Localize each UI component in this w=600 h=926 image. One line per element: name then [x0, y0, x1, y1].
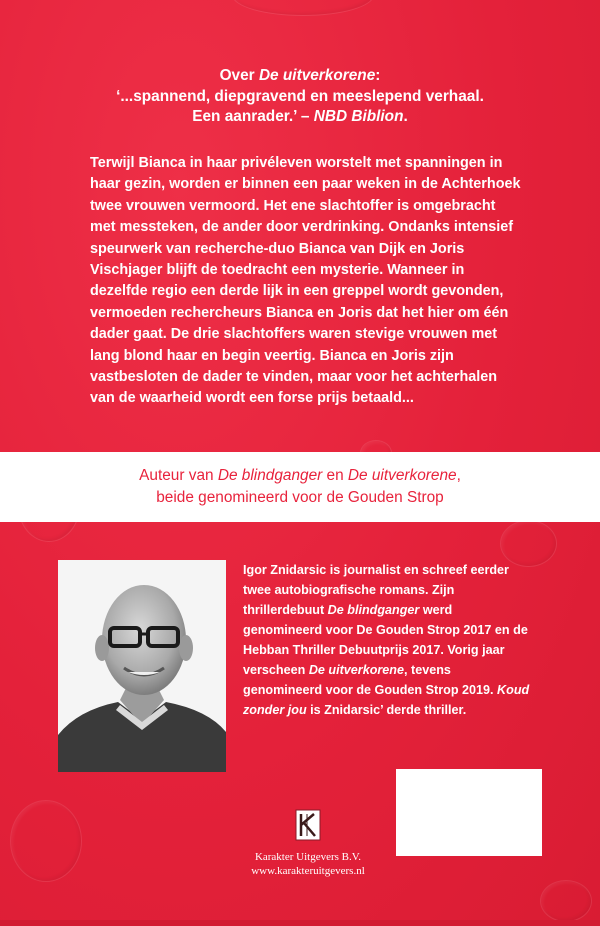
- band-title-2: De uitverkorene: [347, 467, 457, 484]
- bio-title-2: De uitverkorene: [308, 663, 405, 677]
- author-award-band: [0, 452, 600, 522]
- quote-colon: :: [375, 67, 381, 84]
- blurb-text: Terwijl Bianca in haar privéleven worstelt met spanningen in haar gezin, worden er binnen een paar weken in de Achterhoek twee vrouwen vermoord. Het ene slachtoffer is omgebracht met messteken, de ander door verdrinking. Ondanks intensief speurwerk van recherche-duo Bianca van Dijk en Joris Vischjager blijft de toedracht een mysterie. Wanneer in dezelfde regio een derde lijk in een greppel wordt gevonden, vermoeden rechercheurs Bianca en Joris dat het hier om één dader gaat. De drie slachtoffers waren stevige vrouwen met lang blond haar en begin veertig. Bianca en Joris zijn vastbesloten de dader te vinden, maar voor het achterhalen van de waarheid wordt een forse prijs betaald...: [90, 155, 521, 407]
- author-photo: [58, 560, 226, 772]
- bio-text-4: is Znidarsic’ derde thriller.: [306, 703, 467, 717]
- author-bio: [243, 560, 533, 720]
- karakter-k-logo-icon: [292, 809, 324, 841]
- band-mid: en: [322, 467, 348, 484]
- quote-period: .: [403, 108, 408, 125]
- band-line-2: beide genomineerd voor de Gouden Strop: [156, 488, 444, 506]
- quote-book-title: De uitverkorene: [258, 67, 376, 84]
- band-suffix: ,: [456, 467, 461, 484]
- book-blurb: [90, 153, 522, 410]
- water-drop-decoration: [10, 800, 82, 882]
- publisher-url: www.karakteruitgevers.nl: [251, 865, 365, 877]
- review-quote: [0, 66, 600, 128]
- bottom-edge: [0, 920, 600, 926]
- quote-line-3: [0, 107, 600, 128]
- band-line-1: [0, 465, 600, 487]
- barcode-area: [396, 769, 542, 856]
- quote-line-1: [0, 66, 600, 87]
- bio-title-3: Koud zonder jou: [243, 683, 530, 717]
- bio-text-1: Igor Znidarsic is journalist en schreef eerder twee autobiografische romans. Zijn thrillerdebuut: [243, 563, 509, 617]
- quote-text-end: Een aanrader.’ –: [192, 108, 314, 125]
- band-title-1: De blindganger: [217, 467, 323, 484]
- publisher-name: Karakter Uitgevers B.V.: [254, 851, 362, 863]
- quote-source: NBD Biblion: [313, 108, 404, 125]
- bio-text-2: werd genomineerd voor De Gouden Strop 2017 en de Hebban Thriller Debuutprijs 2017. Vorig jaar verscheen: [243, 603, 528, 677]
- water-drop-decoration: [540, 880, 592, 922]
- bio-title-1: De blindganger: [327, 603, 420, 617]
- publisher-info: [200, 850, 416, 878]
- quote-line-2: ‘...spannend, diepgravend en meeslepend verhaal.: [116, 87, 484, 105]
- band-prefix: Auteur van: [139, 467, 218, 484]
- quote-intro: Over: [219, 67, 259, 84]
- water-drop-decoration: [232, 0, 374, 16]
- bio-text-3: , tevens genomineerd voor de Gouden Strop 2019.: [243, 663, 498, 697]
